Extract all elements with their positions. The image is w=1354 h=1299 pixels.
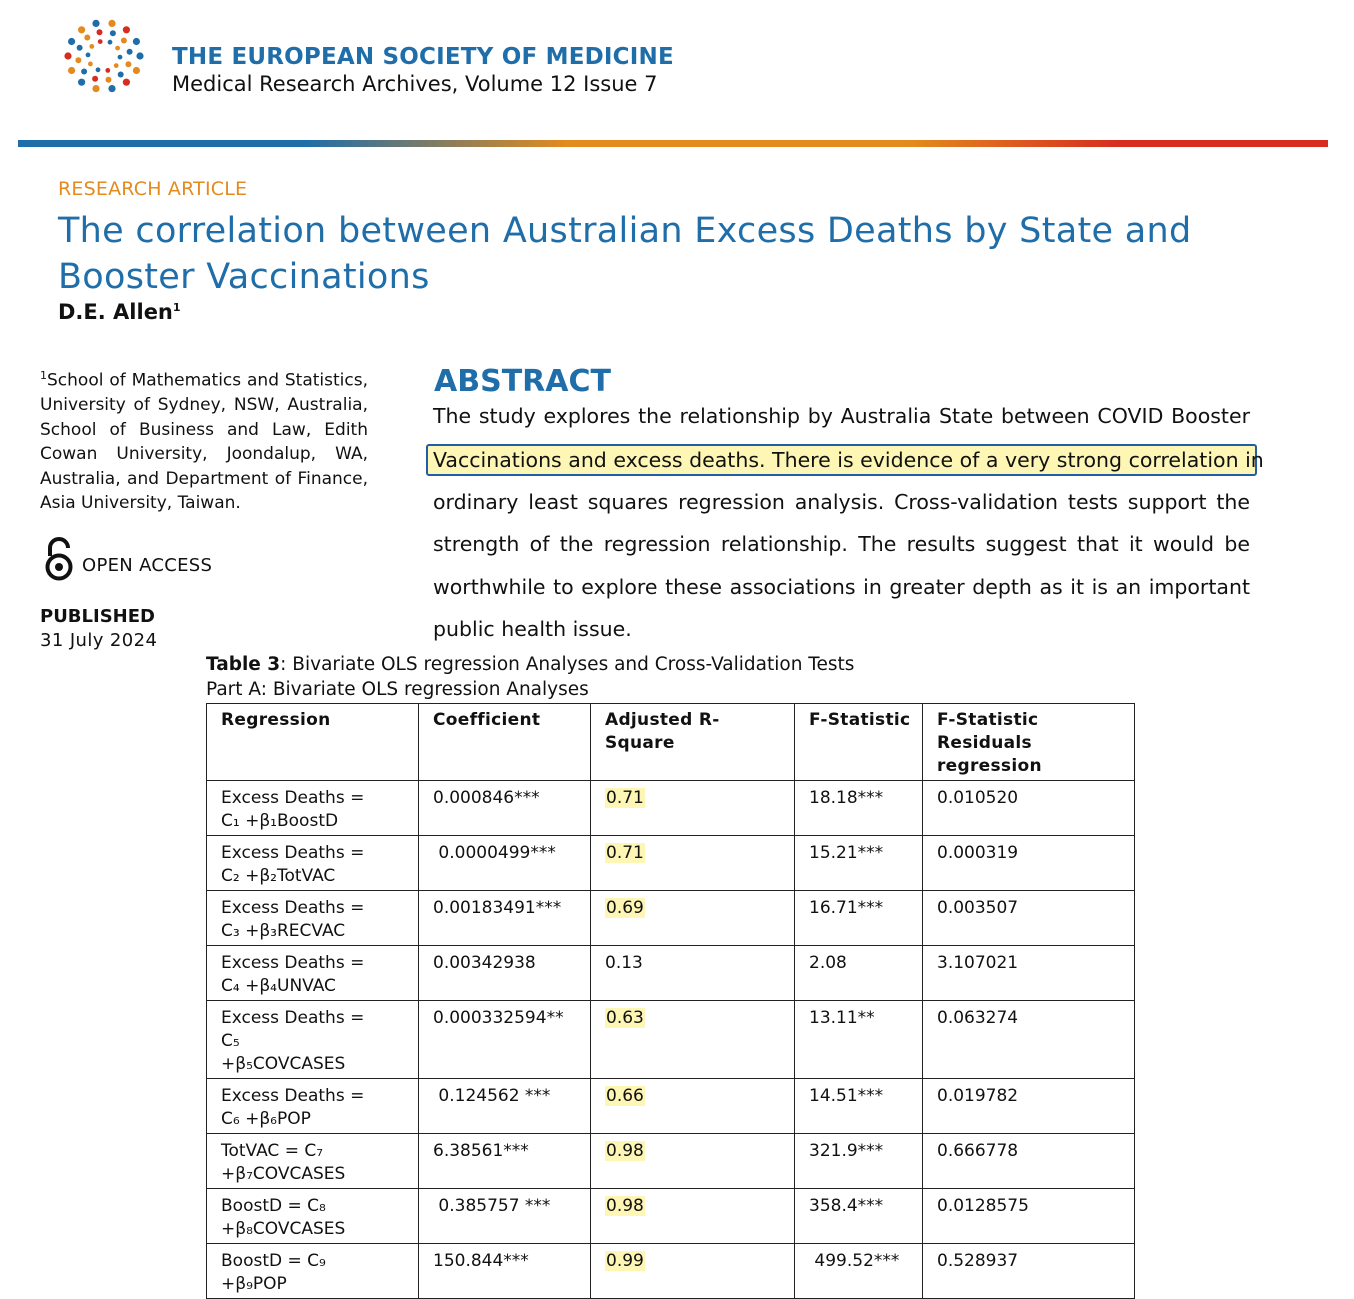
table-caption [206,654,854,675]
table-row [207,1079,1135,1134]
coefficient-cell-text: 0.00342938 [433,953,536,973]
abstract-heading: ABSTRACT [434,364,611,399]
abstract-line: ordinary least squares regression analysis. Cross-validation tests support the [433,490,1250,514]
society-name: THE EUROPEAN SOCIETY OF MEDICINE [172,44,674,70]
logo-dot [92,20,99,27]
f-statistic-residuals-cell-text: 0.010520 [937,788,1019,808]
logo-dot [125,61,131,67]
f-statistic-cell-text: 14.51*** [809,1086,884,1106]
adjusted-r-square-cell-text: 0.99 [606,1251,644,1271]
logo-dot [108,20,115,27]
column-header-regression: Regression [207,704,419,781]
coefficient-cell [419,836,591,891]
adjusted-r-square-cell-text: 0.98 [606,1141,644,1161]
regression-results-table [206,703,1135,1299]
table-row [207,1134,1135,1189]
author-affiliation [40,364,368,516]
adjusted-r-square-cell-text: 0.71 [606,843,644,863]
f-statistic-cell [795,1189,923,1244]
table-row [207,1244,1135,1299]
logo-dot [78,26,85,33]
adjusted-r-square-cell-text: 0.71 [606,788,644,808]
f-statistic-cell-text: 15.21*** [809,843,884,863]
open-access-label: OPEN ACCESS [82,555,213,576]
f-statistic-cell [795,836,923,891]
author-affiliation-mark: 1 [172,301,181,314]
f-statistic-residuals-cell [923,946,1135,1001]
regression-cell-text: Excess Deaths = C₁ +β₁BoostD [221,788,365,831]
logo-dot [118,72,124,78]
logo-dot [114,63,119,68]
adjusted-r-square-cell [591,1189,795,1244]
f-statistic-residuals-cell-text: 0.063274 [937,1008,1019,1028]
adjusted-r-square-cell [591,1244,795,1299]
abstract-line-highlighted-selection[interactable]: Vaccinations and excess deaths. There is evidence of a very strong correlation in [426,444,1257,476]
logo-dot [136,52,143,59]
table-number: Table 3 [206,654,281,675]
f-statistic-cell-text: 13.11** [809,1008,875,1028]
f-statistic-cell [795,946,923,1001]
abstract-line: public health issue. [433,617,632,641]
regression-cell-text: Excess Deaths = C₂ +β₂TotVAC [221,843,365,886]
regression-cell-text: Excess Deaths = C₅ +β₅COVCASES [221,1008,365,1074]
regression-cell [207,1189,419,1244]
logo-dot [133,67,140,74]
regression-cell [207,1001,419,1079]
f-statistic-residuals-cell-text: 0.0128575 [937,1196,1029,1216]
logo-dot [123,79,130,86]
logo-dot [110,30,116,36]
adjusted-r-square-cell [591,1079,795,1134]
header-gradient-rule [18,140,1328,147]
regression-cell [207,1079,419,1134]
regression-cell-text: Excess Deaths = C₆ +β₆POP [221,1086,365,1129]
logo-dot [133,38,140,45]
adjusted-r-square-cell-text: 0.63 [606,1008,644,1028]
logo-dot [96,67,101,72]
affiliation-text: School of Mathematics and Statistics, University of Sydney, NSW, Australia, School of Business and Law, Edith Cowan University, Joondalup, WA, Australia, and Department of Finance, Asia University, Taiwan. [40,370,368,514]
column-header-f-statistic-residuals: F-Statistic Residuals regression [923,704,1135,781]
regression-cell-text: Excess Deaths = C₄ +β₄UNVAC [221,953,365,996]
abstract-line: worthwhile to explore these associations in greater depth as it is an important [433,575,1250,599]
coefficient-cell [419,781,591,836]
f-statistic-residuals-cell-text: 0.003507 [937,898,1019,918]
published-date: 31 July 2024 [40,630,158,651]
f-statistic-cell-text: 358.4*** [809,1196,884,1216]
coefficient-cell [419,1189,591,1244]
regression-cell [207,891,419,946]
logo-dot [64,52,71,59]
f-statistic-cell [795,1001,923,1079]
logo-dot [68,67,75,74]
regression-cell [207,1244,419,1299]
logo-dot [88,62,93,67]
coefficient-cell [419,1134,591,1189]
open-access-lock-icon [44,536,74,582]
logo-dot [68,38,75,45]
adjusted-r-square-cell [591,836,795,891]
adjusted-r-square-cell-text: 0.66 [606,1086,644,1106]
f-statistic-residuals-cell-text: 3.107021 [937,953,1019,973]
affiliation-mark: 1 [40,369,47,382]
f-statistic-residuals-cell [923,1244,1135,1299]
f-statistic-cell-text: 16.71*** [809,898,884,918]
article-type-label: RESEARCH ARTICLE [58,178,248,200]
coefficient-cell [419,1079,591,1134]
coefficient-cell-text: 0.0000499*** [433,843,556,863]
regression-cell [207,1134,419,1189]
adjusted-r-square-cell [591,1001,795,1079]
logo-dot [89,44,94,49]
logo-dot [81,69,87,75]
f-statistic-residuals-cell [923,1079,1135,1134]
author-name-text: D.E. Allen [58,300,173,324]
f-statistic-residuals-cell [923,781,1135,836]
f-statistic-cell [795,781,923,836]
table-row [207,1189,1135,1244]
f-statistic-residuals-cell-text: 0.666778 [937,1141,1019,1161]
logo-dot [127,49,133,55]
abstract-line: The study explores the relationship by Australia State between COVID Booster [433,404,1250,428]
adjusted-r-square-cell [591,946,795,1001]
logo-dot [86,53,91,58]
f-statistic-cell [795,1079,923,1134]
article-title: The correlation between Australian Excess Deaths by State and Booster Vaccinations [58,211,1192,297]
table-row [207,891,1135,946]
coefficient-cell-text: 0.00183491*** [433,898,562,918]
logo-dot [105,68,110,73]
coefficient-cell [419,1244,591,1299]
coefficient-cell [419,946,591,1001]
table-row [207,836,1135,891]
published-label: PUBLISHED [40,606,155,627]
coefficient-cell-text: 0.124562 *** [433,1086,551,1106]
table-row [207,946,1135,1001]
f-statistic-residuals-cell [923,1189,1135,1244]
adjusted-r-square-cell-text: 0.98 [606,1196,644,1216]
logo-dot [123,26,130,33]
f-statistic-cell-text: 2.08 [809,953,847,973]
f-statistic-cell [795,1134,923,1189]
f-statistic-residuals-cell-text: 0.528937 [937,1251,1019,1271]
regression-cell [207,946,419,1001]
f-statistic-residuals-cell-text: 0.019782 [937,1086,1019,1106]
abstract-line: strength of the regression relationship. The results suggest that it would be [433,532,1250,556]
f-statistic-cell [795,891,923,946]
table-caption-text: : Bivariate OLS regression Analyses and Cross-Validation Tests [280,654,855,675]
regression-cell-text: TotVAC = C₇ +β₇COVCASES [221,1141,346,1184]
f-statistic-residuals-cell [923,836,1135,891]
logo-dot [75,57,81,63]
coefficient-cell [419,1001,591,1079]
coefficient-cell-text: 0.385757 *** [433,1196,551,1216]
adjusted-r-square-cell-text: 0.69 [606,898,644,918]
author-name [58,300,181,324]
f-statistic-residuals-cell [923,891,1135,946]
coefficient-cell-text: 0.000332594** [433,1008,564,1028]
column-header-f-statistic: F-Statistic [795,704,923,781]
f-statistic-residuals-cell [923,1001,1135,1079]
logo-dot [98,39,103,44]
coefficient-cell-text: 6.38561*** [433,1141,529,1161]
coefficient-cell-text: 150.844*** [433,1251,529,1271]
logo-dot [108,40,113,45]
adjusted-r-square-cell-text: 0.13 [605,953,643,973]
regression-cell [207,781,419,836]
logo-dot [106,77,112,83]
logo-dot [97,29,103,35]
logo-dot [108,85,115,92]
society-logo-icon [58,14,150,98]
column-header-adjusted-r-square: Adjusted R-Square [591,704,795,781]
regression-cell [207,836,419,891]
adjusted-r-square-cell [591,1134,795,1189]
table-row [207,781,1135,836]
f-statistic-residuals-cell [923,1134,1135,1189]
table-row [207,1001,1135,1079]
f-statistic-cell-text: 499.52*** [809,1251,900,1271]
coefficient-cell-text: 0.000846*** [433,788,540,808]
regression-cell-text: BoostD = C₉ +β₉POP [221,1251,326,1294]
f-statistic-cell-text: 18.18*** [809,788,884,808]
journal-issue-line: Medical Research Archives, Volume 12 Issue 7 [172,72,658,96]
logo-dot [92,76,98,82]
logo-dot [92,85,99,92]
logo-dot [118,55,123,60]
table-subcaption: Part A: Bivariate OLS regression Analyses [206,679,589,700]
f-statistic-residuals-cell-text: 0.000319 [937,843,1019,863]
adjusted-r-square-cell [591,781,795,836]
logo-dot [121,38,127,44]
logo-dot [78,79,85,86]
logo-dot [84,35,90,41]
logo-dot [115,46,120,51]
adjusted-r-square-cell [591,891,795,946]
regression-cell-text: BoostD = C₈ +β₈COVCASES [221,1196,346,1239]
coefficient-cell [419,891,591,946]
f-statistic-cell [795,1244,923,1299]
regression-cell-text: Excess Deaths = C₃ +β₃RECVAC [221,898,365,941]
logo-dot [77,45,83,51]
column-header-coefficient: Coefficient [419,704,591,781]
table-header-row [207,704,1135,781]
f-statistic-cell-text: 321.9*** [809,1141,884,1161]
